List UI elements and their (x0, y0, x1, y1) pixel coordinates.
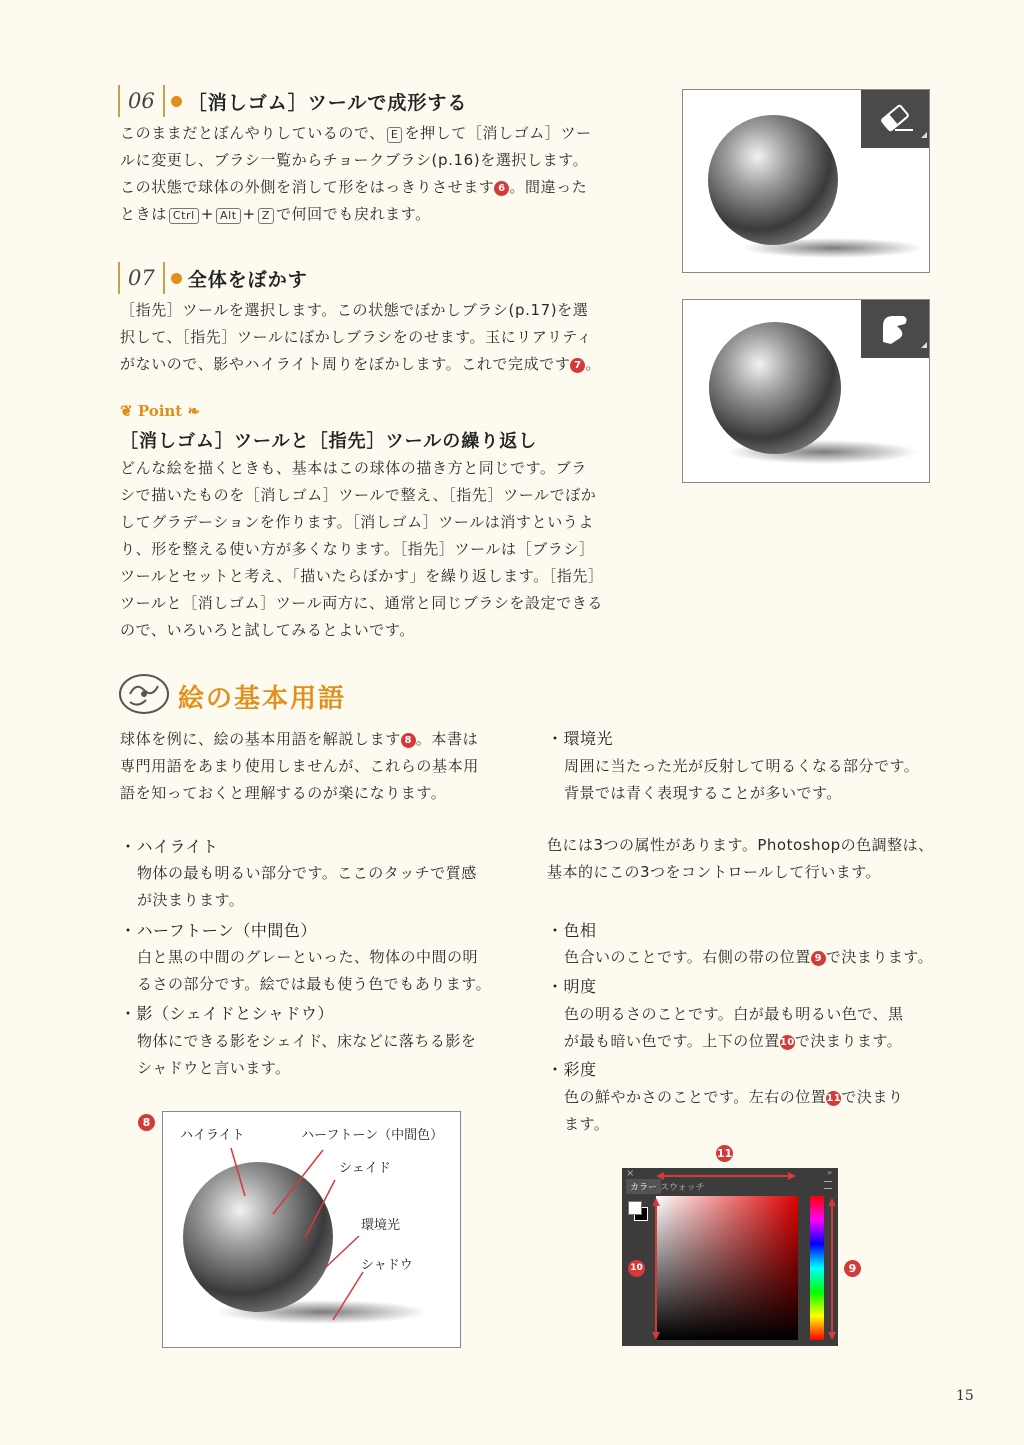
step-bar (163, 262, 165, 294)
label-shade: シェイド (339, 1161, 391, 1176)
tab-swatches[interactable]: スウォッチ (660, 1183, 705, 1193)
step-06-body (120, 120, 620, 228)
key-ctrl: Ctrl (169, 208, 199, 224)
term-body (137, 860, 517, 914)
text: 白と黒の中間のグレーといった、物体の中間の明 (137, 948, 479, 966)
text: 物体にできる影をシェイド、床などに落ちる影を (137, 1032, 477, 1050)
label-ambient: 環境光 (361, 1218, 401, 1233)
text: 色には3つの属性があります。Photoshopの色調整は、 (547, 836, 934, 854)
text: 色合いのことです。右側の帯の位置 (564, 948, 811, 966)
step-title: ［消しゴム］ツールで成形する (187, 91, 468, 114)
text: 背景では青く表現することが多いです。 (564, 784, 842, 802)
figure-6-image (682, 89, 930, 273)
text: 基本的にこの3つをコントロールして行います。 (547, 863, 882, 881)
text: ときは (120, 205, 167, 223)
section-intro (120, 726, 520, 807)
point-title: ［消しゴム］ツールと［指先］ツールの繰り返し (120, 431, 538, 452)
label-halftone: ハーフトーン（中間色） (301, 1128, 444, 1143)
text: ツールと［消しゴム］ツール両方に、通常と同じブラシを設定できる (120, 594, 604, 612)
point-label (120, 402, 200, 420)
text: シで描いたものを［消しゴム］ツールで整え、［指先］ツールでぼか (120, 486, 597, 504)
figure-7-image (682, 299, 930, 483)
text: 択して、［指先］ツールにぼかしブラシをのせます。玉にリアリティ (120, 328, 593, 346)
text: で決まります。 (794, 1032, 903, 1050)
bullet-dot (171, 96, 182, 107)
text: 物体の最も明るい部分です。ここのタッチで質感 (137, 864, 477, 882)
term-heading-ambient: ・環境光 (547, 729, 614, 748)
text: を押して［消しゴム］ツー (404, 124, 592, 142)
text: シャドウと言います。 (137, 1059, 291, 1077)
step-07-heading (118, 261, 308, 295)
tab-color[interactable]: カラー (626, 1179, 661, 1194)
term-body (137, 944, 517, 998)
step-06-heading (118, 84, 467, 118)
text: このままだとぼんやりしているので、 (120, 124, 385, 142)
text: 。本書は (415, 730, 479, 748)
text: してグラデーションを作ります。［消しゴム］ツールは消すというよ (120, 513, 595, 531)
figure-ref: 9 (811, 951, 826, 966)
section-title: 絵の基本用語 (178, 684, 347, 714)
text: で何回でも戻れます。 (275, 205, 431, 223)
smudge-tool-box (861, 300, 929, 358)
text: り、形を整える使い方が多くなります。［指先］ツールは［ブラシ］ (120, 540, 595, 558)
label-highlight: ハイライト (180, 1128, 245, 1143)
point-body (120, 455, 620, 644)
text: が最も暗い色です。上下の位置 (564, 1032, 780, 1050)
color-panel (622, 1168, 838, 1346)
text: + (242, 205, 256, 223)
key-z: Z (258, 208, 274, 224)
term-body (137, 1028, 517, 1082)
text: 色の明るさのことです。白が最も明るい色で、黒 (564, 1005, 904, 1023)
text: ので、いろいろと試してみるとよいです。 (120, 621, 415, 639)
term-heading-hue: ・色相 (547, 921, 597, 940)
text: ルに変更し、ブラシ一覧からチョークブラシ(p.16)を選択します。 (120, 151, 589, 169)
term-heading-value: ・明度 (547, 977, 597, 996)
term-heading-saturation: ・彩度 (547, 1060, 597, 1079)
text: 。 (585, 355, 602, 373)
annotation-arrows (622, 1168, 838, 1346)
page-number: 15 (956, 1388, 974, 1404)
term-body (564, 944, 944, 971)
text: 専門用語をあまり使用しませんが、これらの基本用 (120, 757, 479, 775)
term-heading-shadow: ・影（シェイドとシャドウ） (120, 1004, 334, 1023)
collapse-icon: » (827, 1168, 832, 1177)
text: 。間違った (509, 178, 588, 196)
step-title: 全体をぼかす (187, 268, 308, 291)
figure-8-diagram (162, 1111, 461, 1348)
figure-ref: 6 (494, 181, 509, 196)
figure-ref: 7 (570, 358, 585, 373)
text: 周囲に当たった光が反射して明るくなる部分です。 (564, 757, 920, 775)
term-heading-highlight: ・ハイライト (120, 837, 219, 856)
text: ます。 (564, 1115, 610, 1133)
smudge-finger-icon (861, 300, 929, 358)
step-number: 06 (128, 89, 155, 113)
ornament-left-icon: ❦ (120, 402, 133, 420)
term-body (564, 1084, 944, 1138)
eraser-tool-box (861, 90, 929, 148)
bullet-dot (171, 273, 182, 284)
text: が決まります。 (137, 891, 245, 909)
figure-badge: 10 (628, 1260, 645, 1277)
figure-badge: 9 (844, 1260, 861, 1277)
color-intro (547, 832, 947, 886)
step-number: 07 (128, 266, 155, 290)
text: 球体を例に、絵の基本用語を解説します (120, 730, 401, 748)
text: どんな絵を描くときも、基本はこの球体の描き方と同じです。ブラ (120, 459, 587, 477)
term-body (564, 1001, 944, 1055)
ornament-right-icon: ❧ (187, 402, 201, 420)
text: 色の鮮やかさのことです。左右の位置 (564, 1088, 827, 1106)
text: るさの部分です。絵では最も使う色でもあります。 (137, 975, 492, 993)
figure-badge: 8 (138, 1114, 155, 1131)
text: ［指先］ツールを選択します。この状態でぼかしブラシ(p.17)を選 (120, 301, 589, 319)
sphere-terms-illustration (163, 1112, 460, 1347)
figure-ref: 11 (826, 1093, 842, 1104)
key-e: E (387, 127, 403, 143)
text: 語を知っておくと理解するのが楽になります。 (120, 784, 447, 802)
step-bar (163, 85, 165, 117)
step-07-body (120, 297, 620, 378)
figure-ref: 10 (779, 1037, 795, 1048)
label-shadow: シャドウ (361, 1258, 413, 1273)
point-label-text: Point (137, 402, 183, 420)
text: この状態で球体の外側を消して形をはっきりさせます (120, 178, 495, 196)
term-body (564, 753, 944, 807)
figure-badge: 11 (716, 1147, 733, 1160)
section-ornament-icon (118, 672, 170, 716)
term-heading-halftone: ・ハーフトーン（中間色） (120, 921, 317, 940)
figure-ref: 8 (401, 733, 416, 748)
eraser-icon (861, 90, 929, 148)
key-alt: Alt (216, 208, 241, 224)
text: で決まり (841, 1088, 904, 1106)
text: ツールとセットと考え、「描いたらぼかす」を繰り返します。［指先］ (120, 567, 604, 585)
text: がないので、影やハイライト周りをぼかします。これで完成です (120, 355, 571, 373)
text: で決まります。 (825, 948, 934, 966)
close-icon: × (626, 1168, 635, 1179)
text: + (200, 205, 214, 223)
